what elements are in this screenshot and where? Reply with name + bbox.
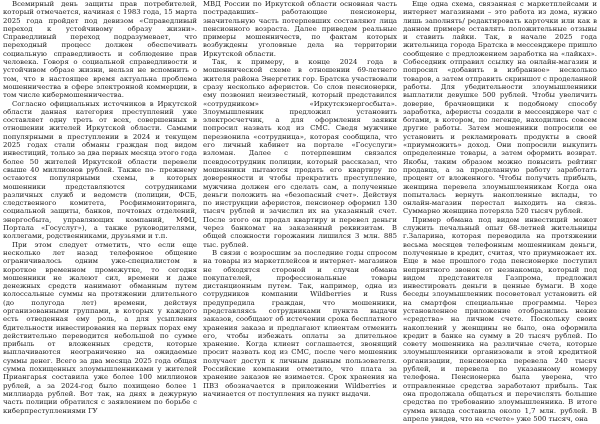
paragraph: Так, к примеру, в конце 2024 года в мошеннической схеме в отношении 69-летнего жителя района Энергетик гор. Братска участвовали сразу несколько аферистов. Со слов пенсионерки, ему позвонил неизвестный, который представился «сотрудником» «Иркутскэнергосбыта». Злоумышленник предложил установить электросчетчик, а для оформления заявки попросил назвать код из СМС. Сведя мужчине перезвонила «сотрудница», которая сообщила, что его личный кабинет на портале «Госуслуги» взломан. Далее с потерпевшим связался псевдосотрудник полиции, который рассказал, что мошенники пытаются продать его квартиру по доверенности и чтобы прекратить преступление, мужчина должен его сделать сам, а полученные деньги положить на «безопасный счет». Действуя по инструкции аферистов, пенсионер оформил 130 тысяч рублей и зачислил их на указанный счет. После этого он продал квартиру и перевел деньги через банкомат на заказанный реквизитам. В общей сложности горожанин лишился 3 млн. 885 тыс. рублей. [203,58,397,249]
paragraph: Согласно официальных источников в Иркутской области данная категория преступлений уже составляет одну треть от всех, совершенных в отношении жителей Иркутской области. Самыми популярными в преступлении в 2024 и текущем 2025 годах стали обманы граждан под видом инвестиций, только за два первых месяца этого года более 50 жителей Иркутской области перевели свыше 40 миллионов рублей. Также по- прежнему остаются популярными схемы, в которых мошенники представляются сотрудниками различных служб и ведомств (полиции, ФСБ, следственного комитета, Росфинмониторинга, социальной защиты, банков, почтовых отделений, энергосбыта, управляющих компаний, МФЦ, Портала «Госуслуг»), а также руководителями, коллегами, родственниками, друзьями и т.п. [3,99,197,241]
paragraph: Всемирный день защиты прав потребителей, который отмечается, начиная с 1983 года, 15 марта 2025 года пройдет под девизом «Справедливый переход к устойчивому образу жизни». Справедливый переход подразумевает, что переходный процесс должен обеспечивать социальную справедливость и соблюдение прав человека. Говоря о социальной справедливости и устойчивом образе жизни, нельзя не вспомнить о том, что в настоящее время актуальна проблема мошенничества в сфере электронной коммерции, в том числе кибермошенничества. [3,0,197,100]
text-column-2 [203,0,397,424]
paragraph: Еще одна схема, связанная с маркетплейсами и интернет магазинами – это работа из дома, нужно лишь заполнять/ редактировать карточки или как в данном примере оставлять положительные отзывы и ставить лайки. Так, в начале 2025 года жительница города Братска в мессенджере пришло сообщение с предложением заработка на «лайках». Собеседник отправил ссылку на онлайн-магазин и попросил «добавить в избранное» несколько товаров, а затем отправить скриншот с проделанной работы. Для убедительности злоумышленники выплатили девушке 500 рублей. Чтобы увеличить доверие, брачновщики к подобному способу заработка, аферисты создали в мессенджере чат с ботами, в котором, по легенде, находились совсем другие работы. Затем мошенники попросили ее установить и рекламировать продукты в своей «приумножить» доход. Они попросили выкупить определенные товары, а затем оформить возврат. Якобы, таким образом можно повысить рейтинг продавца, а за проделанную работу заработать процент от вложенного. Чтобы получить прибыль, женщина перевела злоумышленникам Когда она попыталась вернуть накопленные вклады, то онлайн-магазин перестал выходить на связь. Суммарно женщина потеряла 520 тысяч рублей. [403,0,597,216]
text-column-3 [403,0,597,424]
paragraph: В связи с возросшим за последние годы спросом на товары из маркетплейсов и интернет- магазинов не обходятся стороной и случаи обмана покупателей, профессиональные товары дистанционным путем. Так, например, одна из сотрудников компании Wildberries и Russ предупредила граждан, что мошенники, представляясь сотрудниками пункта выдачи заказов, сообщают об истечении срока бесплатного хранения заказа и предлагают клиентам отменить его, чтобы избежать оплаты за длительное хранение. Когда клиент соглашается, звонящий просит назвать код из СМС, после чего мошенник получает доступ к личным данным пользователя. Российские компании отметило, что плата за хранение заказов не взимается. Срок хранения на ПВЗ обозначается в приложении Wildberries и начинается от поступления на пункт выдачи. [203,248,397,398]
text-column-1 [3,0,197,424]
paragraph: Пример обмана под видом инвестиций может служить печальный опыт 68-летней жительницы г.Заларина, которая переводила на протяжении весьма месяцев телефонным мошенникам деньги, полученные в кредит, считая, что приумножает их. Еще в мае прошлого года пенсионерке поступил неприятного звонок от незнакомца, который под видом представителя Газпрома, предложил инвестировать деньги в ценные бумаги. В ходе беседы злоумышленник посоветовал установить ей на смартфон специальные программы. Через установленное приложение отобразились некие «средства» на личном счете. Поскольку своих накоплений у женщины не было, она оформила кредит в банке на сумму в 20 тысяч рублей. По совету мошенника на различные счета, которые злоумышленники организовали в этой кредитной организации, пенсионерка перевела 240 тысяч рублей, и перевела по указанному номеру телефона. Пенсионерка была уверена, что отправленные средства заработают прибыль. Так она продолжала общаться и перечислять большие средства по требованию злоумышленника. В итоге сумма вклада составила около 1,7 млн. рублей. В апреле увидев, что на «счете» уже 500 тысяч, она [403,215,597,423]
paragraph: При этом следует отметить, что если еще несколько лет назад телефонное общение ограничивалось одним уже-специалистом в короткое временном промежутке, то сегодня мошенники не жалеют сил, времени и даже денежных средств нанимают обманным путем колоссальные суммы на протяжении длительного (до полугода лет) времени, действуя организованными группами, в которых у каждого есть отведенная ему роль, а для усыпления бдительности инвестирования на первых порах ему действительно переводится небольшой по сумме прибыль от вложенных средств, которые выплачиваются неограниченно на ожидаемые суммы денег. Всего за два месяца 2025 года общая сумма похищенных злоумышленниками у жителей Приангарья составила уже более 100 миллионов рублей, а за 2024-год было похищено более 1 миллиарда рублей. Вот так, на днях в дежурную часть полиции обратился с заявлением по борьбе с киберпреступлениями ГУ [3,240,197,415]
paragraph: МВД России по Иркутской области основная часть пострадавших– работающие пенсионеры, значительную часть потерпевших составляют лица пенсионного возраста. Далее приведем реальные примеры мошенничеств, по фактам которых возбуждены уголовные дела на территории Иркутской области. [203,0,397,58]
